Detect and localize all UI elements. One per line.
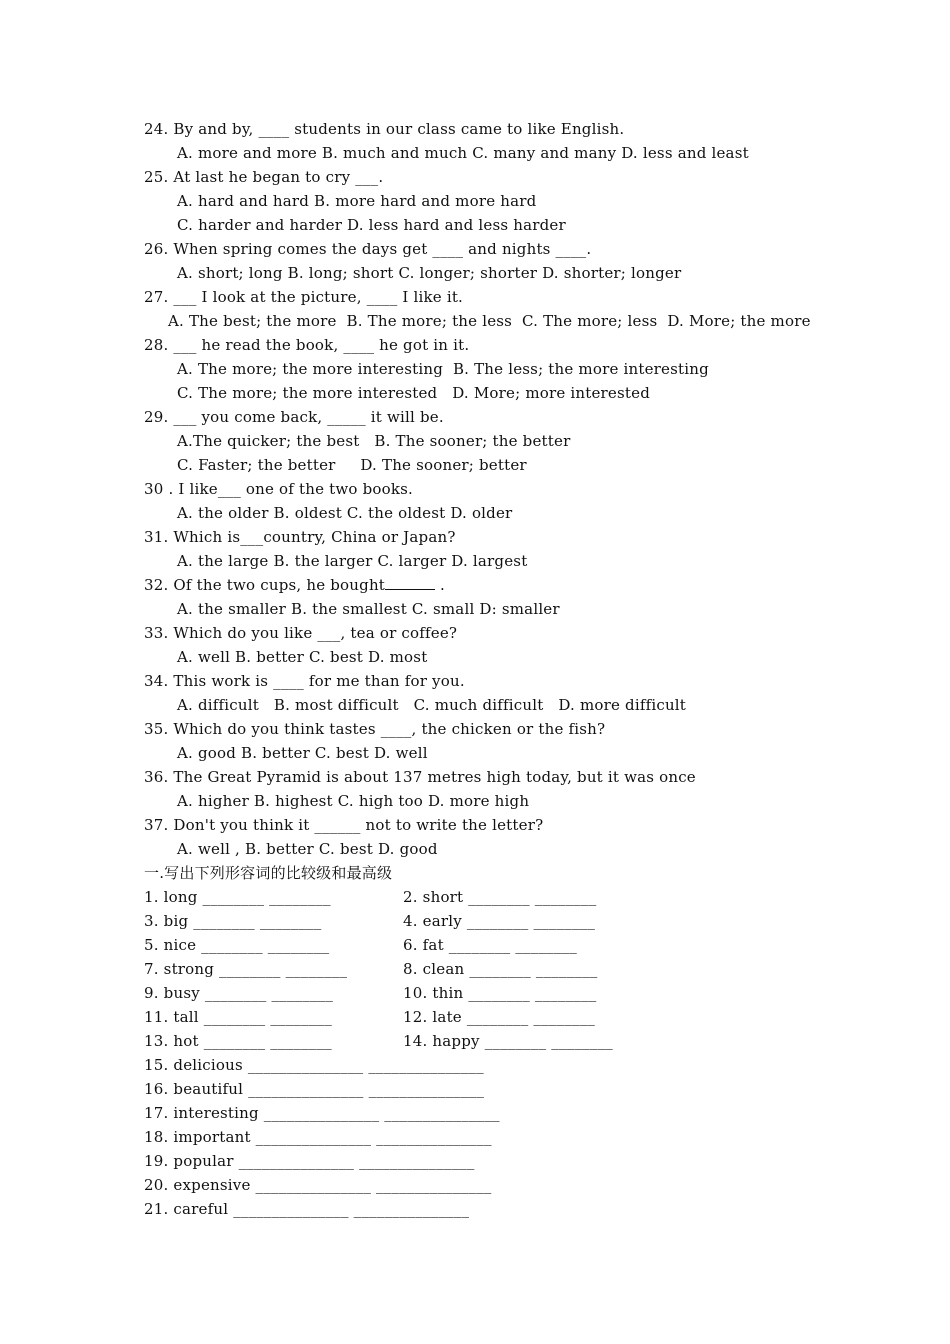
question-29: 29. ___ you come back, _____ it will be.: [144, 408, 444, 426]
question-26: 26. When spring comes the days get ____ and nights ____.: [144, 240, 592, 258]
word-item-14: 14. happy ________ ________: [403, 1032, 613, 1050]
options-32: A. the smaller B. the smallest C. small D: smaller: [177, 600, 560, 618]
options-31: A. the large B. the larger C. larger D. largest: [177, 552, 528, 570]
options-25-ab: A. hard and hard B. more hard and more hard: [177, 192, 537, 210]
word-item-19: 19. popular _______________ _______________: [144, 1152, 475, 1170]
word-item-18: 18. important _______________ _______________: [144, 1128, 492, 1146]
word-item-10: 10. thin ________ ________: [403, 984, 597, 1002]
word-item-3: 3. big ________ ________: [144, 912, 322, 930]
question-32-end: .: [435, 576, 445, 594]
word-item-2: 2. short ________ ________: [403, 888, 597, 906]
word-item-21: 21. careful _______________ _______________: [144, 1200, 470, 1218]
word-item-13: 13. hot ________ ________: [144, 1032, 332, 1050]
question-36: 36. The Great Pyramid is about 137 metres high today, but it was once: [144, 768, 696, 786]
word-item-7: 7. strong ________ ________: [144, 960, 348, 978]
question-31: 31. Which is___country, China or Japan?: [144, 528, 456, 546]
question-25: 25. At last he began to cry ___.: [144, 168, 384, 186]
options-27: A. The best; the more B. The more; the less C. The more; less D. More; the more: [168, 312, 811, 330]
word-item-20: 20. expensive _______________ _______________: [144, 1176, 492, 1194]
word-item-11: 11. tall ________ ________: [144, 1008, 332, 1026]
word-item-5: 5. nice ________ ________: [144, 936, 330, 954]
options-30: A. the older B. oldest C. the oldest D. older: [177, 504, 513, 522]
question-32-text: 32. Of the two cups, he bought: [144, 576, 386, 594]
question-35: 35. Which do you think tastes ____, the chicken or the fish?: [144, 720, 606, 738]
options-28-ab: A. The more; the more interesting B. The less; the more interesting: [177, 360, 709, 378]
answer-blank: [385, 574, 435, 590]
word-item-16: 16. beautiful _______________ _______________: [144, 1080, 485, 1098]
question-37: 37. Don't you think it ______ not to write the letter?: [144, 816, 544, 834]
options-35: A. good B. better C. best D. well: [177, 744, 428, 762]
options-29-ab: A.The quicker; the best B. The sooner; the better: [177, 432, 571, 450]
question-30: 30 . I like___ one of the two books.: [144, 480, 414, 498]
options-26: A. short; long B. long; short C. longer; shorter D. shorter; longer: [177, 264, 682, 282]
word-item-12: 12. late ________ ________: [403, 1008, 596, 1026]
word-item-1: 1. long ________ ________: [144, 888, 331, 906]
options-33: A. well B. better C. best D. most: [177, 648, 428, 666]
options-28-cd: C. The more; the more interested D. More; more interested: [177, 384, 651, 402]
options-37: A. well , B. better C. best D. good: [177, 840, 438, 858]
options-29-cd: C. Faster; the better D. The sooner; better: [177, 456, 527, 474]
question-27: 27. ___ I look at the picture, ____ I like it.: [144, 288, 464, 306]
question-34: 34. This work is ____ for me than for you.: [144, 672, 465, 690]
options-25-cd: C. harder and harder D. less hard and less harder: [177, 216, 566, 234]
word-item-15: 15. delicious _______________ _______________: [144, 1056, 484, 1074]
options-24: A. more and more B. much and much C. many and many D. less and least: [177, 144, 749, 162]
word-item-17: 17. interesting _______________ _______________: [144, 1104, 500, 1122]
word-item-4: 4. early ________ ________: [403, 912, 596, 930]
section-title: 一.写出下列形容词的比较级和最高级: [144, 864, 393, 882]
word-item-6: 6. fat ________ ________: [403, 936, 577, 954]
options-34: A. difficult B. most difficult C. much difficult D. more difficult: [177, 696, 687, 714]
question-32: [144, 573, 445, 597]
question-28: 28. ___ he read the book, ____ he got in it.: [144, 336, 470, 354]
word-item-9: 9. busy ________ ________: [144, 984, 334, 1002]
question-33: 33. Which do you like ___, tea or coffee?: [144, 624, 458, 642]
options-36: A. higher B. highest C. high too D. more high: [177, 792, 530, 810]
word-item-8: 8. clean ________ ________: [403, 960, 598, 978]
question-24: 24. By and by, ____ students in our class came to like English.: [144, 120, 625, 138]
